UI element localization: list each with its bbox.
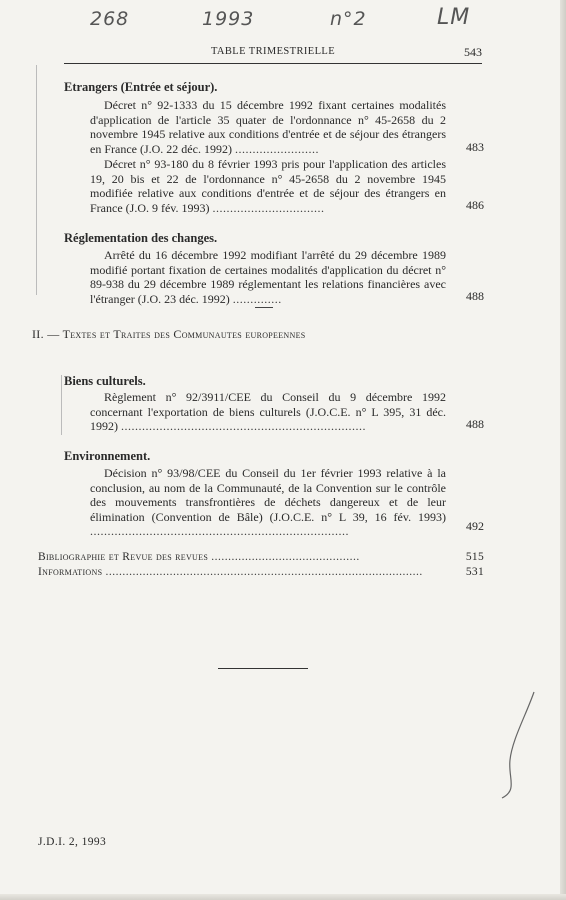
back-matter-label: Informations — [38, 566, 103, 578]
handwritten-note: n°2 — [330, 8, 367, 30]
toc-entry — [90, 98, 446, 156]
dot-leader: ........................ — [234, 141, 319, 156]
entry-text: Arrêté du 16 décembre 1992 modifiant l'arrêté du 29 décembre 1989 modifié portant fixation de certaines modalités d'application du décret n° 89-938 du 29 décembre 1989 réglementant les relations financières avec l'étranger (J.O. 23 déc. 1992) .............. — [90, 248, 446, 306]
handwritten-note: LM — [437, 5, 471, 30]
entry-page-number: 488 — [466, 417, 484, 431]
entry-text: Règlement n° 92/3911/CEE du Conseil du 9 décembre 1992 concernant l'exportation de biens culturels (J.O.C.E. n° L 395, 31 déc. 1992) ...................................................................... — [90, 390, 446, 434]
entry-text: Décret n° 93-180 du 8 février 1993 pris pour l'application des articles 19, 20 bis et 22 de l'ordonnance n° 45-2658 du 2 novembre 1945 modifiée relative aux conditions d'entrée et de séjour des étrangers en France (J.O. 9 fév. 1993) ................................ — [90, 157, 446, 215]
footer-citation: J.D.I. 2, 1993 — [38, 836, 107, 848]
handwritten-note: 1993 — [202, 8, 255, 30]
closing-rule — [218, 668, 308, 669]
back-matter-item — [38, 566, 484, 578]
back-matter-label: Bibliographie et Revue des revues — [38, 551, 209, 563]
entry-text: Décret n° 92-1333 du 15 décembre 1992 fixant certaines modalités d'application de l'article 35 quater de l'ordonnance n° 45-2658 du 2 novembre 1945 relative aux conditions d'entrée et de séjour des étrangers en France (J.O. 22 déc. 1992) ........................ — [90, 98, 446, 156]
pen-stroke — [498, 690, 538, 800]
dot-leader: ................................ — [212, 200, 325, 215]
dot-leader: ...................................................................... — [121, 419, 366, 434]
margin-mark — [36, 65, 37, 295]
dot-leader: ............................................ — [211, 551, 360, 563]
dot-leader: .............................................................................................. — [105, 566, 423, 578]
running-head — [64, 46, 482, 64]
page-edge — [560, 0, 566, 900]
entry-page-number: 488 — [466, 289, 484, 303]
section-heading: Biens culturels. — [64, 374, 146, 388]
section-heading: Etrangers (Entrée et séjour). — [64, 80, 218, 94]
separator-dash — [255, 307, 273, 309]
part-heading: II. — Textes et Traites des Communautes europeennes — [32, 327, 306, 341]
dot-leader: .......................................................................... — [90, 524, 349, 539]
toc-entry — [90, 390, 446, 434]
back-matter-item — [38, 551, 484, 563]
toc-entry — [90, 466, 446, 539]
page-number: 543 — [464, 45, 482, 59]
page-bottom-edge — [0, 894, 566, 900]
handwritten-note: 268 — [90, 8, 130, 30]
section-heading: Réglementation des changes. — [64, 231, 218, 245]
entry-page-number: 483 — [466, 140, 484, 154]
running-head-title: TABLE TRIMESTRIELLE — [210, 46, 336, 57]
entry-page-number: 486 — [466, 198, 484, 212]
back-matter-page: 531 — [465, 566, 484, 578]
dot-leader: .............. — [232, 291, 282, 306]
margin-mark — [61, 375, 62, 435]
toc-entry — [90, 248, 446, 306]
section-heading: Environnement. — [64, 449, 151, 463]
entry-text: Décision n° 93/98/CEE du Conseil du 1er février 1993 relative à la conclusion, au nom de la Communauté, de la Convention sur le contrôle des mouvements transfrontières de déchets dangereux et de leur élimination (Convention de Bâle) (J.O.C.E. n° L 39, 16 fév. 1993) .......................................................................... — [90, 466, 446, 539]
toc-entry — [90, 157, 446, 215]
back-matter-page: 515 — [465, 551, 484, 563]
entry-page-number: 492 — [466, 519, 484, 533]
